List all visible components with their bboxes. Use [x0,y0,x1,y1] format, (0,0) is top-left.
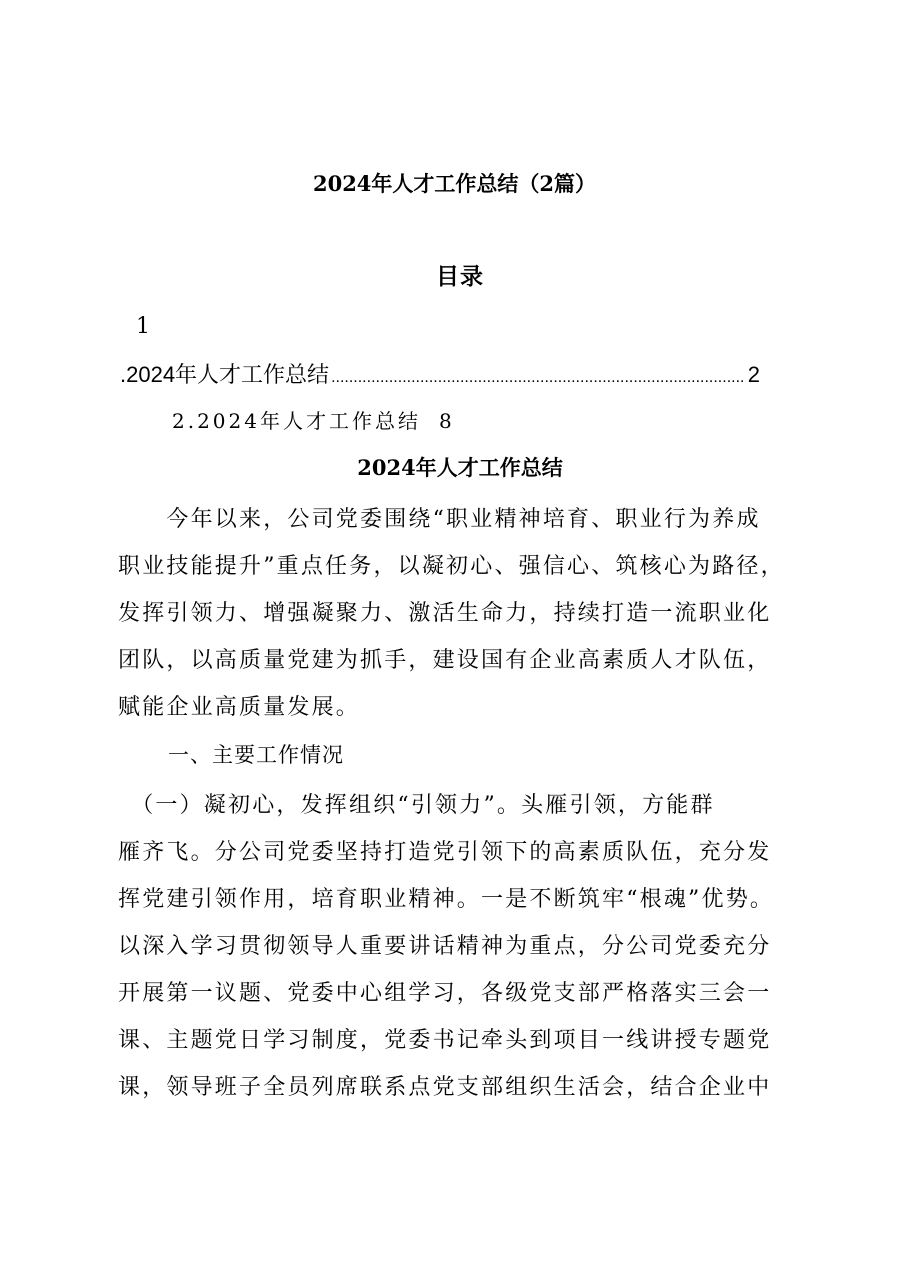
paragraph-line: 雁齐飞。分公司党委坚持打造党引领下的高素质队伍，充分发 [118,840,772,865]
intro-paragraph [118,496,818,731]
toc-entry-1[interactable] [120,358,760,392]
toc-entry-2-page: 8 [438,409,455,433]
toc-entry-2[interactable] [172,406,455,436]
toc-leader-dots [331,361,746,395]
paragraph-line: 课、主题党日学习制度，党委书记牵头到项目一线讲授专题党 [118,1028,772,1053]
document-title: 2024年人才工作总结（2篇） [312,171,597,196]
toc-entry-1-page: 2 [747,362,760,387]
paragraph-line: 团队，以高质量党建为抓手，建设国有企业高素质人才队伍， [118,648,772,673]
paragraph-line: 挥党建引领作用，培育职业精神。一是不断筑牢“根魂”优势。 [118,887,775,912]
paragraph-line: 职业技能提升”重点任务，以凝初心、强信心、筑核心为路径， [118,554,785,579]
heading-main-work: 一、主要工作情况 [168,743,344,767]
paragraph-line: 赋能企业高质量发展。 [118,695,361,720]
paragraph-line: 开展第一议题、党委中心组学习，各级党支部严格落实三会一 [118,981,772,1006]
toc-entry-2-label: 2.2024年人才工作总结 [172,409,421,433]
toc-entry-1-label: .2024年人才工作总结 [120,362,330,387]
paragraph-line: 以深入学习贯彻领导人重要讲话精神为重点，分公司党委充分 [118,934,772,959]
body-paragraph [118,782,818,1111]
paragraph-line: 发挥引领力、增强凝聚力、激活生命力，持续打造一流职业化 [118,601,772,626]
toc-entry-1-number: 1 [136,314,150,339]
toc-heading: 目录 [436,263,484,290]
section-title: 2024年人才工作总结 [357,455,563,480]
paragraph-line: （一）凝初心，发挥组织“引领力”。头雁引领，方能群 [118,793,715,818]
paragraph-line: 今年以来，公司党委围绕“职业精神培育、职业行为养成 [118,507,761,532]
paragraph-line: 课，领导班子全员列席联系点党支部组织生活会，结合企业中 [118,1075,772,1100]
